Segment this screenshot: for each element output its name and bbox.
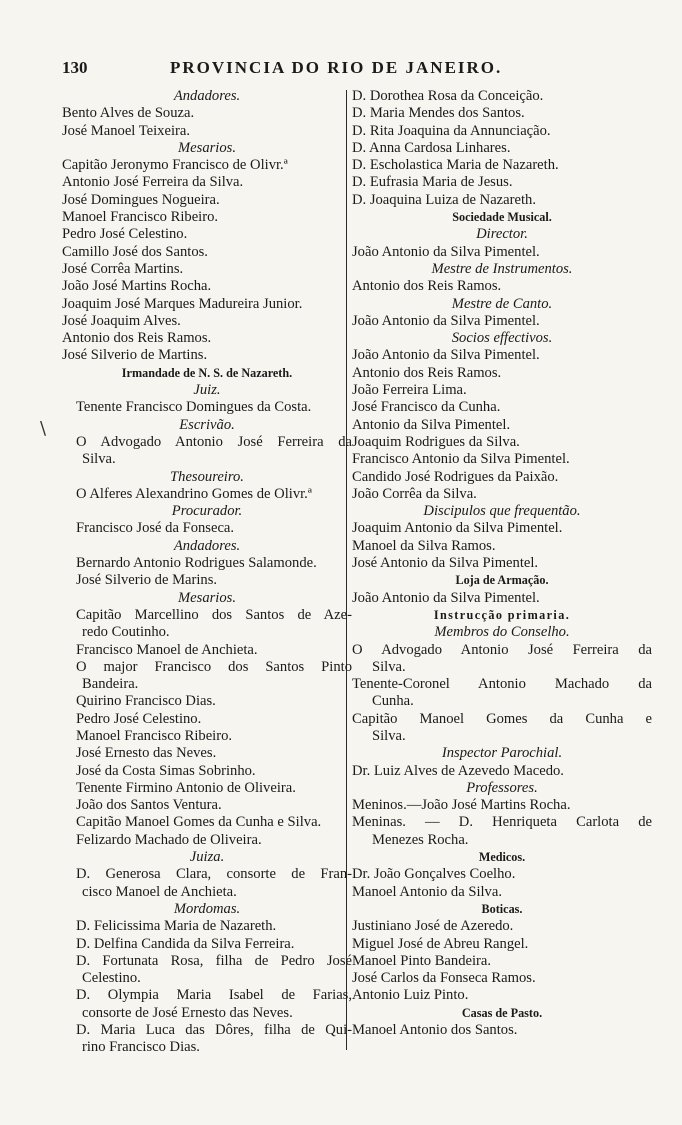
entry-line: O Advogado Antonio José Ferreira da xyxy=(76,433,352,450)
entry-line: D. Fortunata Rosa, filha de Pedro José xyxy=(76,952,352,969)
subheading: Mordomas. xyxy=(173,900,241,917)
section-heading: Instrucção primaria. xyxy=(433,607,571,622)
entry-line: Dr. Luiz Alves de Azevedo Macedo. xyxy=(352,762,564,779)
page-header xyxy=(60,58,620,82)
subheading: Mestre de Instrumentos. xyxy=(431,260,573,277)
entry-line: José da Costa Simas Sobrinho. xyxy=(76,762,256,779)
entry-line: Francisco Antonio da Silva Pimentel. xyxy=(352,451,570,468)
subheading: Discipulos que frequentão. xyxy=(423,503,581,520)
subheading: Procurador. xyxy=(171,503,243,520)
entry-line: rino Francisco Dias. xyxy=(82,1039,200,1056)
section-heading: Casas de Pasto. xyxy=(461,1005,543,1020)
entry-line: João Antonio da Silva Pimentel. xyxy=(352,243,540,260)
subheading: Escrivão. xyxy=(179,416,235,433)
page-number: 130 xyxy=(62,58,88,77)
entry-line: D. Anna Cardosa Linhares. xyxy=(352,139,511,156)
subheading: Juiza. xyxy=(189,849,225,866)
entry-line: Joaquim José Marques Madureira Junior. xyxy=(62,295,303,312)
entry-line: Manoel Francisco Ribeiro. xyxy=(62,209,219,226)
subheading: Mestre de Canto. xyxy=(451,295,553,312)
entry-line: Candido José Rodrigues da Paixão. xyxy=(352,468,559,485)
entry-line: Manoel Francisco Ribeiro. xyxy=(76,727,233,744)
entry-line: José Corrêa Martins. xyxy=(62,260,184,277)
subheading: Andadores. xyxy=(173,88,241,104)
subheading: Membros do Conselho. xyxy=(434,624,570,641)
section-heading: Loja de Armação. xyxy=(455,573,549,588)
subheading: Director. xyxy=(476,226,528,243)
entry-line: consorte de José Ernesto das Neves. xyxy=(82,1004,293,1021)
entry-line: José Manoel Teixeira. xyxy=(62,122,190,139)
entry-line: Pedro José Celestino. xyxy=(76,710,202,727)
subheading: Juiz. xyxy=(193,382,221,399)
entry-line: José Francisco da Cunha. xyxy=(352,399,501,416)
entry-line: Miguel José de Abreu Rangel. xyxy=(352,935,529,952)
entry-line: Tenente Firmino Antonio de Oliveira. xyxy=(76,779,296,796)
entry-line: João Corrêa da Silva. xyxy=(352,485,477,502)
entry-line: Justiniano José de Azeredo. xyxy=(352,918,514,935)
entry-line: Joaquim Antonio da Silva Pimentel. xyxy=(352,520,563,537)
section-heading: Sociedade Musical. xyxy=(452,210,552,225)
entry-line: Menezes Rocha. xyxy=(372,831,469,848)
entry-line: O Advogado Antonio José Ferreira da xyxy=(352,641,652,658)
entry-line: cisco Manoel de Anchieta. xyxy=(82,883,237,900)
entry-line: D. Generosa Clara, consorte de Fran- xyxy=(76,866,352,883)
subheading: Professores. xyxy=(466,779,538,796)
entry-line: Cunha. xyxy=(372,693,414,710)
section-heading: Boticas. xyxy=(481,901,523,916)
entry-line: D. Delfina Candida da Silva Ferreira. xyxy=(76,935,295,952)
entry-line: Antonio José Ferreira da Silva. xyxy=(62,174,244,191)
entry-line: José Silverio de Marins. xyxy=(76,572,218,589)
entry-line: D. Eufrasia Maria de Jesus. xyxy=(352,174,513,191)
entry-line: D. Escholastica Maria de Nazareth. xyxy=(352,157,559,174)
subheading: Thesoureiro. xyxy=(170,468,244,485)
entry-line: D. Olympia Maria Isabel de Farias, xyxy=(76,987,352,1004)
entry-line: D. Maria Mendes dos Santos. xyxy=(352,105,525,122)
section-heading: Medicos. xyxy=(478,850,526,865)
entry-line: José Domingues Nogueira. xyxy=(62,191,220,208)
subheading: Mesarios. xyxy=(178,589,236,606)
entry-line: Meninos.—João José Martins Rocha. xyxy=(352,797,571,814)
entry-line: José Antonio da Silva Pimentel. xyxy=(352,555,539,572)
entry-line: Francisco Manoel de Anchieta. xyxy=(76,641,258,658)
right-column xyxy=(352,88,652,1039)
entry-line: José Silverio de Martins. xyxy=(62,347,208,364)
entry-line: Tenente Francisco Domingues da Costa. xyxy=(76,399,312,416)
entry-line: José Joaquim Alves. xyxy=(62,312,181,329)
entry-line: Felizardo Machado de Oliveira. xyxy=(76,831,262,848)
subheading: Mesarios. xyxy=(178,139,236,156)
entry-line: João dos Santos Ventura. xyxy=(76,797,222,814)
entry-line: João Ferreira Lima. xyxy=(352,382,467,399)
entry-line: D. Felicissima Maria de Nazareth. xyxy=(76,918,277,935)
entry-line: Antonio Luiz Pinto. xyxy=(352,987,469,1004)
entry-line: Manoel Antonio da Silva. xyxy=(352,883,502,900)
entry-line: João Antonio da Silva Pimentel. xyxy=(352,347,540,364)
entry-line: João José Martins Rocha. xyxy=(62,278,212,295)
entry-line: Manoel Pinto Bandeira. xyxy=(352,952,492,969)
page-title: PROVINCIA DO RIO DE JANEIRO. xyxy=(170,58,503,77)
entry-line: D. Joaquina Luiza de Nazareth. xyxy=(352,191,536,208)
entry-line: José Carlos da Fonseca Ramos. xyxy=(352,970,536,987)
entry-line: Antonio da Silva Pimentel. xyxy=(352,416,511,433)
entry-line: Meninas. — D. Henriqueta Carlota de xyxy=(352,814,652,831)
entry-line: João Antonio da Silva Pimentel. xyxy=(352,589,540,606)
entry-line: Camillo José dos Santos. xyxy=(62,243,208,260)
entry-line: Capitão Jeronymo Francisco de Olivr.ª xyxy=(62,157,288,174)
entry-line: Bandeira. xyxy=(82,676,139,693)
entry-line: Tenente-Coronel Antonio Machado da xyxy=(352,676,652,693)
entry-line: D. Maria Luca das Dôres, filha de Qui- xyxy=(76,1022,352,1039)
entry-line: Manoel da Silva Ramos. xyxy=(352,537,496,554)
entry-line: D. Rita Joaquina da Annunciação. xyxy=(352,122,551,139)
entry-line: Antonio dos Reis Ramos. xyxy=(352,364,502,381)
entry-line: O major Francisco dos Santos Pinto xyxy=(76,658,352,675)
entry-line: Quirino Francisco Dias. xyxy=(76,693,216,710)
entry-line: Pedro José Celestino. xyxy=(62,226,188,243)
entry-line: Bento Alves de Souza. xyxy=(62,105,195,122)
entry-line: Capitão Manoel Gomes da Cunha e Silva. xyxy=(76,814,322,831)
entry-line: redo Coutinho. xyxy=(82,624,170,641)
entry-line: Silva. xyxy=(372,727,406,744)
entry-line: O Alferes Alexandrino Gomes de Olivr.ª xyxy=(76,485,312,502)
entry-line: João Antonio da Silva Pimentel. xyxy=(352,312,540,329)
subheading: Socios effectivos. xyxy=(451,330,553,347)
subheading: Andadores. xyxy=(173,537,241,554)
entry-line: Silva. xyxy=(372,658,406,675)
left-column xyxy=(62,88,352,1057)
entry-line: Francisco José da Fonseca. xyxy=(76,520,235,537)
entry-line: Antonio dos Reis Ramos. xyxy=(352,278,502,295)
margin-mark: \ xyxy=(40,418,47,439)
section-heading: Irmandade de N. S. de Nazareth. xyxy=(121,365,293,380)
entry-line: Dr. João Gonçalves Coelho. xyxy=(352,866,516,883)
entry-line: Capitão Marcellino dos Santos de Aze- xyxy=(76,606,352,623)
entry-line: Antonio dos Reis Ramos. xyxy=(62,330,212,347)
entry-line: José Ernesto das Neves. xyxy=(76,745,217,762)
entry-line: Bernardo Antonio Rodrigues Salamonde. xyxy=(76,555,317,572)
entry-line: Manoel Antonio dos Santos. xyxy=(352,1022,518,1039)
entry-line: Silva. xyxy=(82,451,116,468)
entry-line: Celestino. xyxy=(82,970,141,987)
entry-line: Capitão Manoel Gomes da Cunha e xyxy=(352,710,652,727)
entry-line: D. Dorothea Rosa da Conceição. xyxy=(352,88,544,104)
entry-line: Joaquim Rodrigues da Silva. xyxy=(352,433,520,450)
subheading: Inspector Parochial. xyxy=(441,745,563,762)
